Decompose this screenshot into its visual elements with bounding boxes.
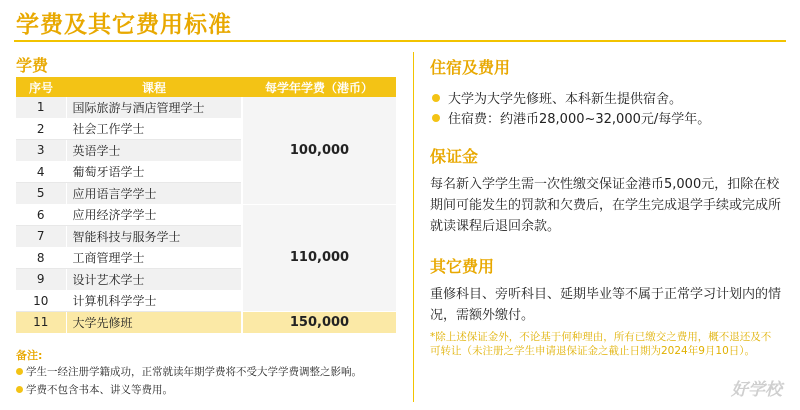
- row-number: 6: [16, 204, 66, 226]
- table-row: [16, 312, 396, 334]
- bullet-dot-icon: [432, 114, 440, 122]
- housing-bullet: [432, 88, 682, 107]
- row-number: 8: [16, 247, 66, 269]
- course-name: 大学先修班: [66, 312, 242, 334]
- row-number: 2: [16, 118, 66, 140]
- header-no: 序号: [16, 77, 66, 97]
- course-name: 应用语言学学士: [66, 183, 242, 205]
- tuition-heading: 学费: [16, 56, 49, 75]
- deposit-text: 每名新入学学生需一次性缴交保证金港币5,000元，扣除在校期间可能发生的罚款和欠费后，在学生完成退学手续或完成所就读课程后退回余款。: [430, 177, 782, 234]
- course-name: 应用经济学学士: [66, 204, 242, 226]
- course-name: 国际旅游与酒店管理学士: [66, 97, 242, 118]
- table-header-row: [16, 77, 396, 97]
- page-title: 学费及其它费用标准: [16, 12, 232, 38]
- bullet-dot-icon: [16, 368, 23, 375]
- row-number: 7: [16, 226, 66, 248]
- bullet-dot-icon: [432, 94, 440, 102]
- row-number: 1: [16, 97, 66, 118]
- housing-bullet-text: 住宿费：约港币28,000~32,000元/每学年。: [448, 112, 711, 127]
- notes-heading: 备注:: [16, 349, 43, 362]
- table-row: [16, 97, 396, 118]
- fee-group-2: 110,000: [242, 204, 396, 312]
- note-text: 学生一经注册学籍成功，正常就读年期学费将不受大学学费调整之影响。: [26, 366, 362, 378]
- course-name: 英语学士: [66, 140, 242, 162]
- course-name: 葡萄牙语学士: [66, 161, 242, 183]
- deposit-heading: 保证金: [430, 147, 479, 166]
- note-text: 学费不包含书本、讲义等费用。: [26, 384, 173, 396]
- footnote: *除上述保证金外，不论基于何种理由，所有已缴交之费用，概不退还及不可转让（未注册之学生申请退保证金之截止日期为2024年9月10日）。: [430, 331, 772, 357]
- course-name: 智能科技与服务学士: [66, 226, 242, 248]
- row-number: 11: [16, 312, 66, 334]
- course-name: 社会工作学士: [66, 118, 242, 140]
- course-name: 计算机科学学士: [66, 290, 242, 312]
- row-number: 5: [16, 183, 66, 205]
- other-fees-heading: 其它费用: [430, 257, 495, 276]
- watermark-logo: 好学校: [731, 380, 782, 400]
- course-name: 工商管理学士: [66, 247, 242, 269]
- note-item: [16, 382, 173, 397]
- housing-bullet: [432, 108, 710, 127]
- tuition-table: [16, 77, 396, 334]
- bullet-dot-icon: [16, 386, 23, 393]
- fee-group-3: 150,000: [242, 312, 396, 334]
- row-number: 3: [16, 140, 66, 162]
- table-row: [16, 204, 396, 226]
- row-number: 9: [16, 269, 66, 291]
- header-course: 课程: [66, 77, 242, 97]
- housing-heading: 住宿及费用: [430, 58, 511, 77]
- title-divider: [14, 40, 786, 42]
- other-fees-text: 重修科目、旁听科目、延期毕业等不属于正常学习计划内的情况，需额外缴付。: [430, 287, 782, 323]
- course-name: 设计艺术学士: [66, 269, 242, 291]
- column-divider: [413, 52, 414, 402]
- header-fee: 每学年学费（港币）: [242, 77, 396, 97]
- row-number: 4: [16, 161, 66, 183]
- note-item: [16, 364, 362, 379]
- fee-group-1: 100,000: [242, 97, 396, 204]
- housing-bullet-text: 大学为大学先修班、本科新生提供宿舍。: [448, 92, 683, 107]
- row-number: 10: [16, 290, 66, 312]
